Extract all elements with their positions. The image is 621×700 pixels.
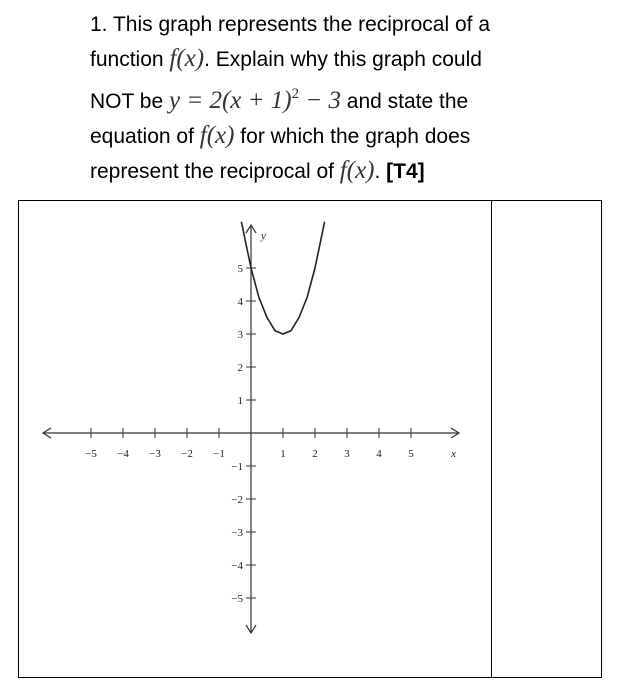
fx-math-3: f(x) [339,157,375,184]
x-tick-label: 3 [344,448,350,460]
equation-exponent: 2 [291,86,300,102]
question-line-3 [90,77,590,119]
question-text [90,8,590,189]
parabola-curve [241,222,324,334]
y-tick-label: −2 [231,494,243,506]
fx-math: f(x) [169,45,205,72]
question-tag: [T4] [386,160,425,183]
x-tick-label: −1 [213,448,225,460]
x-axis-label: x [451,448,456,460]
y-tick-label: 3 [237,329,243,341]
x-tick-label: −5 [85,448,97,460]
y-tick-label: −5 [231,593,243,605]
y-tick-label: 5 [237,263,243,275]
question-line-2 [90,42,590,77]
x-tick-label: 1 [280,448,286,460]
equation-main: y = 2(x + 1) [168,87,292,114]
equation-math [169,87,341,114]
y-tick-label: −4 [231,560,243,572]
y-tick-label: −3 [231,527,243,539]
x-tick-label: −2 [181,448,193,460]
question-line-5 [90,154,590,189]
question-line4-post: for which the graph does [234,125,471,148]
x-tick-label: −3 [149,448,161,460]
x-tick-label: 5 [408,448,414,460]
equation-tail: − 3 [299,87,341,114]
question-line3-post: and state the [340,90,469,113]
question-line4-pre: equation of [90,125,200,148]
x-tick-label: 4 [376,448,382,460]
x-tick-label: 2 [312,448,318,460]
answer-table [18,200,602,678]
question-line3-pre: NOT be [90,90,169,113]
y-tick-label: 1 [237,395,243,407]
y-tick-label: −1 [231,461,243,473]
question-line5-post: . [374,160,387,183]
question-line1-text: 1. This graph represents the reciprocal of a [90,13,490,36]
question-line-1 [90,8,590,42]
question-line2-post: . Explain why this graph could [204,48,482,71]
y-tick-label: 2 [237,362,243,374]
y-axis-label: y [261,230,266,242]
fx-math-2: f(x) [199,122,235,149]
table-divider [491,201,492,677]
coordinate-graph [19,201,489,676]
question-line2-pre: function [90,48,170,71]
question-line-4 [90,119,590,154]
question-line5-pre: represent the reciprocal of [90,160,340,183]
y-tick-label: 4 [237,296,243,308]
x-tick-label: −4 [117,448,129,460]
